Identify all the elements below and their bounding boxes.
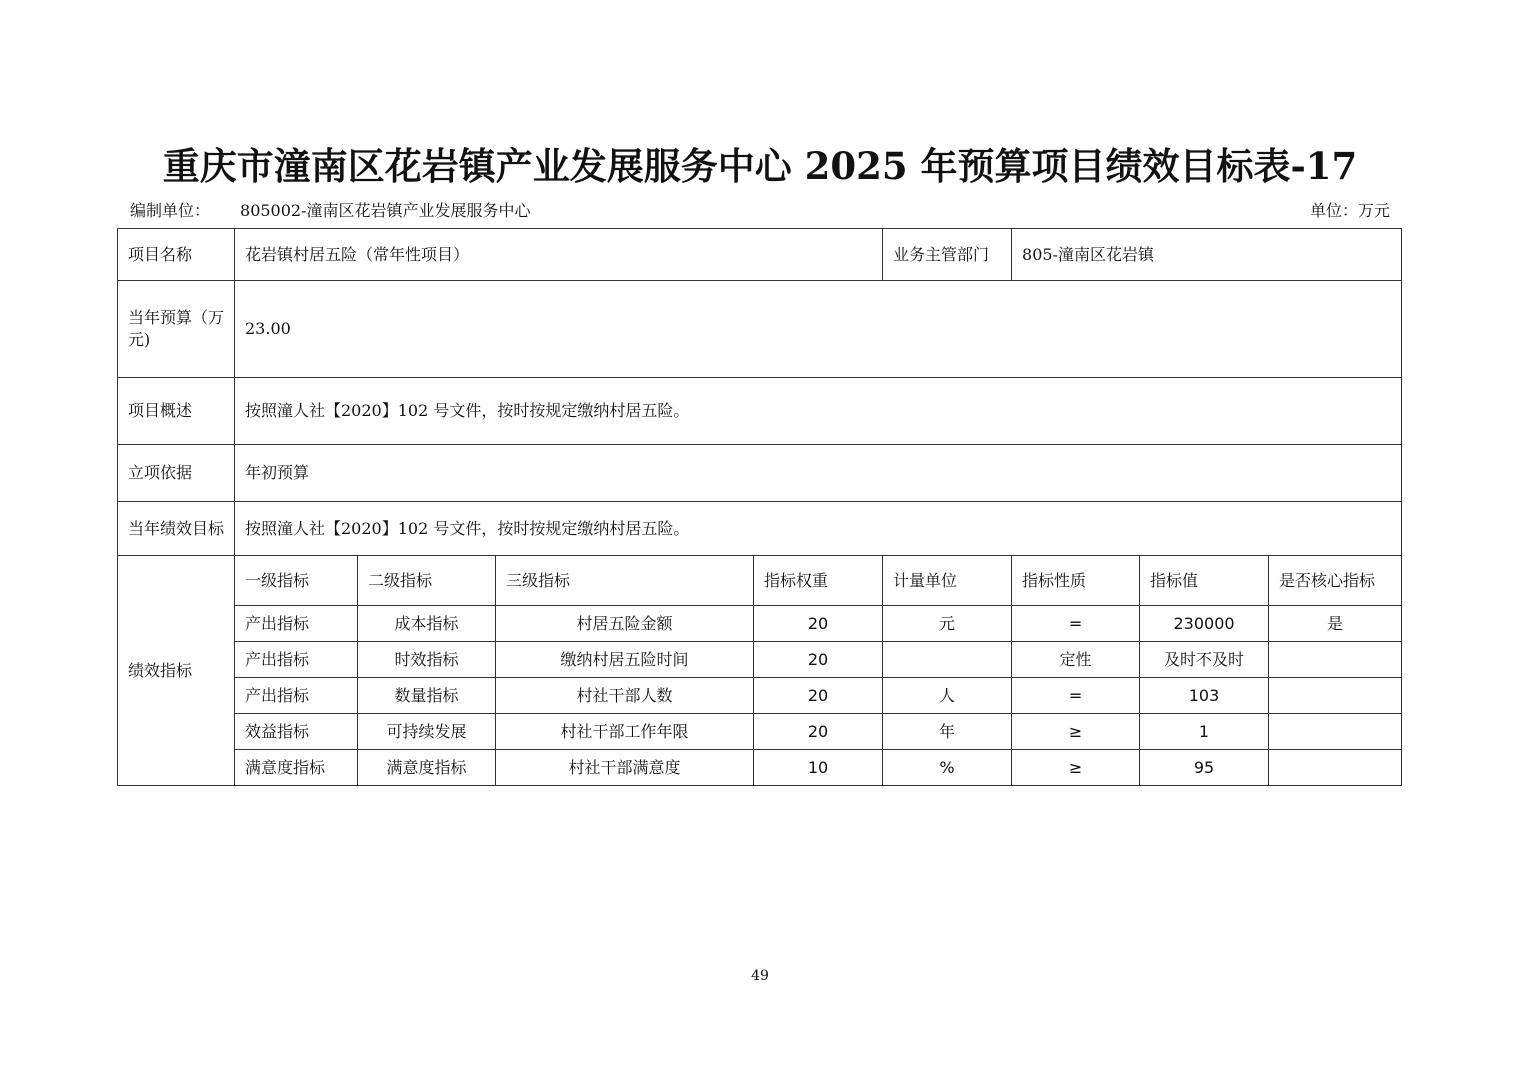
value-cell: 及时不及时: [1140, 642, 1269, 678]
nature-cell: ≥: [1012, 750, 1140, 786]
value-cell: 230000: [1140, 606, 1269, 642]
goal-label: 当年绩效目标: [118, 502, 235, 556]
unit-cell: 年: [883, 714, 1012, 750]
core-cell: [1269, 678, 1402, 714]
budget-value: 23.00: [235, 281, 1402, 378]
level2-cell: 可持续发展: [358, 714, 496, 750]
column-header: 二级指标: [358, 556, 496, 606]
org-value: 805002-潼南区花岩镇产业发展服务中心: [240, 201, 531, 220]
table-row: [118, 606, 1402, 642]
unit-cell: 人: [883, 678, 1012, 714]
budget-label: 当年预算（万元): [118, 281, 235, 378]
row-budget: [118, 281, 1402, 378]
level3-cell: 缴纳村居五险时间: [496, 642, 754, 678]
column-header: 指标值: [1140, 556, 1269, 606]
core-cell: [1269, 750, 1402, 786]
core-cell: 是: [1269, 606, 1402, 642]
table-row: [118, 678, 1402, 714]
overview-value: 按照潼人社【2020】102 号文件，按时按规定缴纳村居五险。: [235, 378, 1402, 445]
value-cell: 95: [1140, 750, 1269, 786]
performance-table: [117, 228, 1402, 786]
level1-cell: 产出指标: [235, 642, 358, 678]
project-name-value: 花岩镇村居五险（常年性项目）: [235, 229, 883, 281]
unit-cell: 元: [883, 606, 1012, 642]
dept-label: 业务主管部门: [883, 229, 1012, 281]
nature-cell: ≥: [1012, 714, 1140, 750]
level3-cell: 村社干部人数: [496, 678, 754, 714]
org-info: [130, 198, 531, 221]
level3-cell: 村社干部满意度: [496, 750, 754, 786]
column-header: 计量单位: [883, 556, 1012, 606]
basis-label: 立项依据: [118, 445, 235, 502]
column-header: 指标权重: [754, 556, 883, 606]
row-goal: [118, 502, 1402, 556]
org-label: 编制单位：: [130, 201, 211, 220]
nature-cell: =: [1012, 606, 1140, 642]
nature-cell: =: [1012, 678, 1140, 714]
page-title: 重庆市潼南区花岩镇产业发展服务中心 2025 年预算项目绩效目标表-17: [162, 144, 1358, 188]
level2-cell: 满意度指标: [358, 750, 496, 786]
level3-cell: 村社干部工作年限: [496, 714, 754, 750]
column-header: 三级指标: [496, 556, 754, 606]
table-row: [118, 714, 1402, 750]
level2-cell: 成本指标: [358, 606, 496, 642]
value-cell: 103: [1140, 678, 1269, 714]
indicator-header-row: [118, 556, 1402, 606]
column-header: 是否核心指标: [1269, 556, 1402, 606]
weight-cell: 20: [754, 642, 883, 678]
level2-cell: 时效指标: [358, 642, 496, 678]
unit-cell: %: [883, 750, 1012, 786]
level2-cell: 数量指标: [358, 678, 496, 714]
level1-cell: 产出指标: [235, 606, 358, 642]
page-number: 49: [751, 968, 769, 984]
row-overview: [118, 378, 1402, 445]
project-name-label: 项目名称: [118, 229, 235, 281]
dept-value: 805-潼南区花岩镇: [1012, 229, 1402, 281]
table-row: [118, 750, 1402, 786]
unit-cell: [883, 642, 1012, 678]
weight-cell: 20: [754, 606, 883, 642]
indicators-section-label: 绩效指标: [118, 556, 235, 786]
row-basis: [118, 445, 1402, 502]
unit-label: 单位：万元: [1309, 201, 1390, 220]
weight-cell: 10: [754, 750, 883, 786]
level1-cell: 满意度指标: [235, 750, 358, 786]
weight-cell: 20: [754, 714, 883, 750]
goal-value: 按照潼人社【2020】102 号文件，按时按规定缴纳村居五险。: [235, 502, 1402, 556]
core-cell: [1269, 642, 1402, 678]
table-row: [118, 642, 1402, 678]
core-cell: [1269, 714, 1402, 750]
nature-cell: 定性: [1012, 642, 1140, 678]
basis-value: 年初预算: [235, 445, 1402, 502]
column-header: 指标性质: [1012, 556, 1140, 606]
column-header: 一级指标: [235, 556, 358, 606]
level1-cell: 产出指标: [235, 678, 358, 714]
value-cell: 1: [1140, 714, 1269, 750]
level3-cell: 村居五险金额: [496, 606, 754, 642]
level1-cell: 效益指标: [235, 714, 358, 750]
weight-cell: 20: [754, 678, 883, 714]
overview-label: 项目概述: [118, 378, 235, 445]
row-project-name: [118, 229, 1402, 281]
